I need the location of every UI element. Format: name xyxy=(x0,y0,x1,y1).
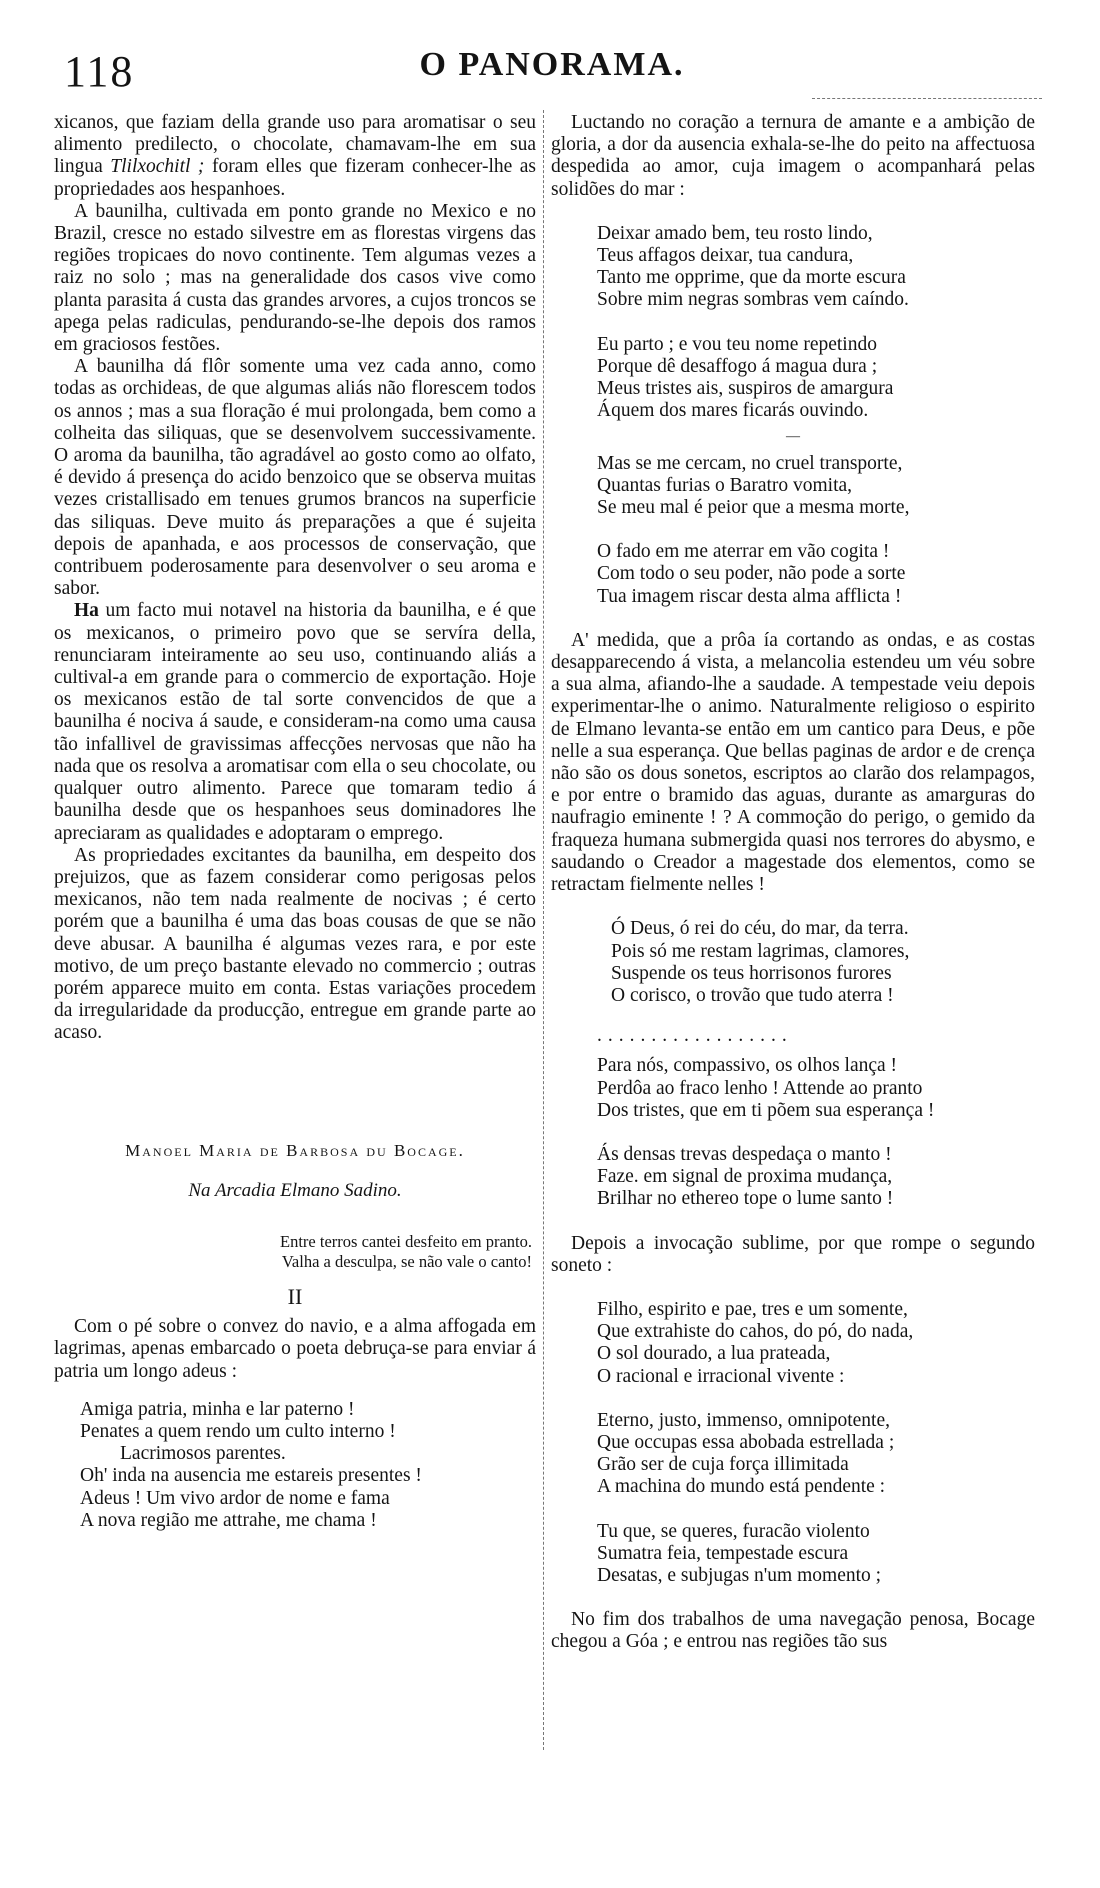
sonnet-stanza xyxy=(551,453,1035,520)
paragraph: Com o pé sobre o convez do navio, e a alma affogada em lagrimas, apenas embarcado o poeta debruça-se para enviar á patria um longo adeus : xyxy=(54,1316,536,1382)
sonnet-stanza xyxy=(551,1299,1035,1388)
right-column xyxy=(551,112,1035,1654)
stanza-separator: — xyxy=(786,429,800,445)
verse-line: Meus tristes ais, suspiros de amargura xyxy=(597,378,894,400)
verse-line: Se meu mal é peior que a mesma morte, xyxy=(597,497,910,519)
verse-line: Eterno, justo, immenso, omnipotente, xyxy=(597,1409,891,1431)
verse-line: Faze. em signal de proxima mudança, xyxy=(597,1166,893,1188)
verse-line: Suspende os teus horrisonos furores xyxy=(611,962,892,984)
paragraph: A baunilha dá flôr somente uma vez cada anno, como todas as orchideas, de que algumas aliás não florescem todos os annos ; mas a sua floração é mui prolongada, bem como a colheita das siliquas, que se desenvolvem successivamente. O aroma da baunilha, tão agradável ao gosto como ao olfato, é devido á presença do acido benzoico que se observa muitas vezes cristallisado em tenues grumos brancos na superficie das siliquas. Deve muito ás preparações a que é sujeita depois de apanhada, e aos processos de conservação, que contribuem poderosamente para desenvolver o seu aroma e sabor. xyxy=(54,356,536,600)
page-header xyxy=(64,36,1040,96)
epigraph xyxy=(54,1232,532,1272)
verse-line: A machina do mundo está pendente : xyxy=(597,1476,886,1498)
article-title: Manoel Maria de Barbosa du Bocage. xyxy=(125,1140,465,1160)
verse-line: Teus affagos deixar, tua candura, xyxy=(597,245,854,267)
verse-line: O sol dourado, a lua prateada, xyxy=(597,1343,831,1365)
verse-line: Oh' inda na ausencia me estareis presentes ! xyxy=(80,1465,422,1487)
paragraph: Ha um facto mui notavel na historia da baunilha, e é que os mexicanos, o primeiro povo que se servíra della, renunciaram inteiramente ao seu uso, continuando aliás a cultival-a em grande para o commercio de exportação. Hoje os mexicanos estão de tal sorte convencidos de que a baunilha é nociva á saude, e consideram-na como uma causa tão infallivel de gravissimas affecções nervosas que não ha nada que os resolva a aromatisar com ella o seu chocolate, ou qualquer outro alimento. Parece que tomaram tedio á baunilha desde que os hespanhoes seus dominadores lhe apreciaram as qualidades e adoptaram o emprego. xyxy=(54,600,537,844)
verse-line: Para nós, compassivo, os olhos lança ! xyxy=(597,1055,898,1077)
sonnet-stanza xyxy=(551,1410,1035,1499)
paragraph: As propriedades excitantes da baunilha, em despeito dos prejuizos, que as fazem considerar como perigosas pelos mexicanos, não tem nada realmente de nocivas ; é certo porém que a baunilha é uma das boas cousas de que se não deve abusar. A baunilha é algumas vezes rara, e por este motivo, de um preço bastante elevado no commercio ; outras porém apparece muito em conta. Estas variações procedem da irregularidade da producção, entregue em grande parte ao acaso. xyxy=(54,844,536,1044)
verse-line: Áquem dos mares ficarás ouvindo. xyxy=(597,400,869,422)
verse-line: Ó Deus, ó rei do céu, do mar, da terra. xyxy=(611,918,909,940)
verse-line: Lacrimosos parentes. xyxy=(120,1443,286,1465)
epigraph-line: Entre terros cantei desfeito em pranto. xyxy=(280,1231,532,1251)
left-column xyxy=(54,112,536,1532)
verse-line: Tu que, se queres, furacão violento xyxy=(597,1520,870,1542)
paragraph: Depois a invocação sublime, por que rompe o segundo soneto : xyxy=(551,1232,1035,1276)
verse-line: Deixar amado bem, teu rosto lindo, xyxy=(597,222,873,244)
header-rule xyxy=(812,98,1042,99)
paragraph: Luctando no coração a ternura de amante e a ambição de gloria, a dor da ausencia exhala-se-lhe do peito na affectuosa despedida ao amor, cuja imagem o acompanhará pelas solidões do mar : xyxy=(551,112,1035,200)
verse-line: Quantas furias o Baratro vomita, xyxy=(597,474,853,496)
verse-line: Filho, espirito e pae, tres e um somente, xyxy=(597,1298,908,1320)
sonnet-stanza xyxy=(551,1521,1035,1588)
verse-line: O racional e irracional vivente : xyxy=(597,1365,845,1387)
article-subtitle: Na Arcadia Elmano Sadino. xyxy=(188,1179,402,1201)
sonnet-stanza xyxy=(551,334,1035,423)
running-title: O PANORAMA. xyxy=(419,46,685,83)
sonnet-stanza xyxy=(551,1055,1035,1122)
section-number: II xyxy=(287,1283,303,1309)
verse-line: Desatas, e subjugas n'um momento ; xyxy=(597,1564,882,1586)
epigraph-line: Valha a desculpa, se não vale o canto! xyxy=(281,1251,532,1271)
verse-line: O corisco, o trovão que tudo aterra ! xyxy=(611,984,894,1006)
verse-line: Adeus ! Um vivo ardor de nome e fama xyxy=(80,1487,390,1509)
initial-word: Ha xyxy=(74,600,99,622)
paragraph: xicanos, que faziam della grande uso para aromatisar o seu alimento predilecto, o chocolate, chamavam-lhe em sua lingua Tlilxochitl ; foram elles que fizeram conhecer-lhe as propriedades aos hespanhoes. xyxy=(54,112,537,200)
verse-line: O fado em me aterrar em vão cogita ! xyxy=(597,541,890,563)
verse-line: Que extrahiste do cahos, do pó, do nada, xyxy=(597,1321,914,1343)
paragraph: A' medida, que a prôa ía cortando as ondas, e as costas desapparecendo á vista, a melancolia estendeu um véu sobre a sua alma, afiando-lhe a saudade. A tempestade veiu depois experimentar-lhe o animo. Naturalmente religioso o espirito de Elmano levanta-se então em um cantico para Deus, e põe nelle a sua esperança. Que bellas paginas de ardor e de crença não são os dous sonetos, escriptos ao clarão dos relampagos, e por entre o bramido das aguas, durante as amarguras do naufragio eminente ! ? A commoção do perigo, o gemido da fraqueza humana submergida quasi nos terrores do abysmo, e saudando o Creador a magestade dos elementos, como se retractam fielmente nelles ! xyxy=(551,629,1035,896)
verse-line: Porque dê desaffogo á magua dura ; xyxy=(597,355,878,377)
verse-line: Tanto me opprime, que da morte escura xyxy=(597,267,906,289)
sonnet-stanza xyxy=(551,223,1035,312)
verse-line: Tua imagem riscar desta alma afflicta ! xyxy=(597,585,902,607)
verse-line: Grão ser de cuja força illimitada xyxy=(597,1454,849,1476)
verse-line: Penates a quem rendo um culto interno ! xyxy=(80,1420,396,1442)
sonnet-stanza xyxy=(551,918,1035,1007)
column-divider xyxy=(543,110,544,1750)
page-number: 118 xyxy=(64,47,135,96)
verse-line: Mas se me cercam, no cruel transporte, xyxy=(597,452,903,474)
sonnet-stanza xyxy=(551,1144,1035,1211)
verse-line: Sobre mim negras sombras vem caíndo. xyxy=(597,289,909,311)
verse-line: Eu parto ; e vou teu nome repetindo xyxy=(597,333,877,355)
plant-term: Tlilxochitl ; xyxy=(110,156,205,178)
verse-line: Amiga patria, minha e lar paterno ! xyxy=(80,1398,355,1420)
sonnet-stanza xyxy=(551,541,1035,608)
verse-line: Perdôa ao fraco lenho ! Attende ao pranto xyxy=(597,1077,923,1099)
paragraph: A baunilha, cultivada em ponto grande no Mexico e no Brazil, cresce no estado silvestre em as florestas virgens das regiões tropicaes do novo continente. Tem algumas vezes a raiz no solo ; mas na generalidade dos casos vive como planta parasita á custa das grandes arvores, a cujos troncos se apega pelas radiculas, pendurando-se-lhe depois dos ramos em graciosos festões. xyxy=(54,200,536,356)
verse-line: Sumatra feia, tempestade escura xyxy=(597,1542,849,1564)
poem-stanza xyxy=(54,1399,536,1532)
verse-line: Com todo o seu poder, não pode a sorte xyxy=(597,563,906,585)
verse-line: Pois só me restam lagrimas, clamores, xyxy=(611,940,910,962)
verse-line: Ás densas trevas despedaça o manto ! xyxy=(597,1143,892,1165)
verse-line: Dos tristes, que em ti põem sua esperança ! xyxy=(597,1099,935,1121)
verse-line: Que occupas essa abobada estrellada ; xyxy=(597,1431,895,1453)
ellipsis-line: .................. xyxy=(597,1025,793,1047)
verse-line: Brilhar no ethereo tope o lume santo ! xyxy=(597,1188,894,1210)
verse-line: A nova região me attrahe, me chama ! xyxy=(80,1509,377,1531)
paragraph: No fim dos trabalhos de uma navegação penosa, Bocage chegou a Góa ; e entrou nas regiões tão sus xyxy=(551,1609,1035,1653)
